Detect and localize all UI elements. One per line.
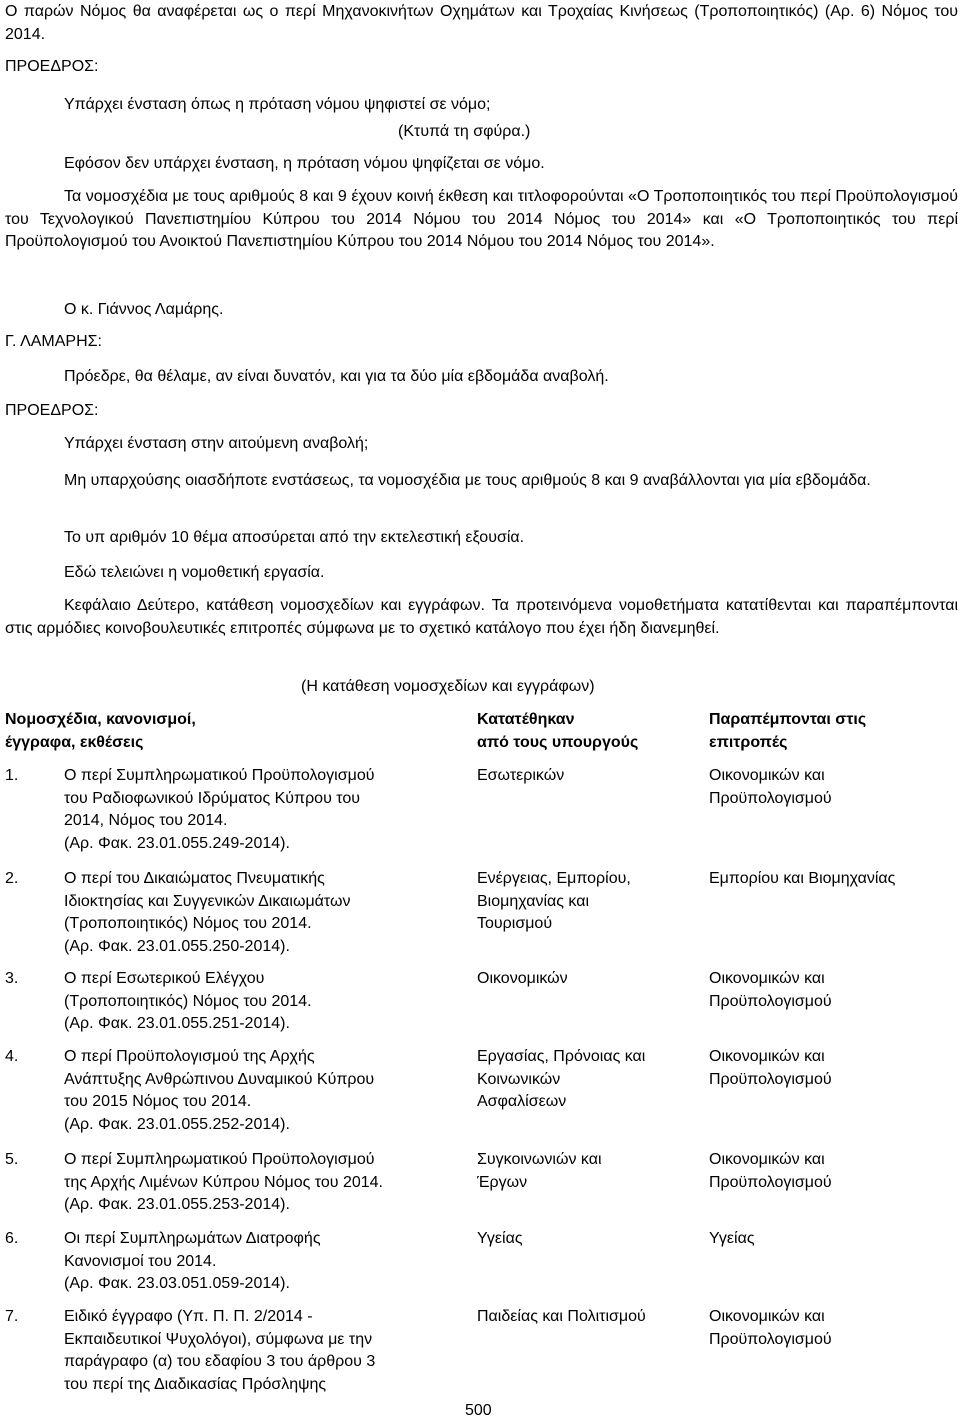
- referred-committee-line: Εμπορίου και Βιομηχανίας: [709, 870, 896, 887]
- president-question: Υπάρχει ένσταση στην αιτούμενη αναβολή;: [64, 435, 369, 452]
- submitting-ministry-line: Υγείας: [477, 1230, 523, 1247]
- row-number: 4.: [5, 1048, 19, 1065]
- referred-committee-line: Οικονομικών και: [709, 970, 825, 987]
- speaker-president: ΠΡΟΕΔΡΟΣ:: [5, 58, 99, 75]
- submitting-ministry-line: Ασφαλίσεων: [477, 1093, 567, 1110]
- document-title-line: παράγραφο (α) του εδαφίου 3 του άρθρου 3: [64, 1353, 376, 1370]
- document-title-line: Ο περί Συμπληρωματικού Προϋπολογισμού: [64, 1151, 375, 1168]
- submitting-ministry-line: Βιομηχανίας και: [477, 892, 590, 910]
- chapter-two-paragraph: Κεφάλαιο Δεύτερο, κατάθεση νομοσχεδίων και εγγράφων. Τα προτεινόμενα νομοθετήματα κατατίθενται και παραπέμπονται στις αρμόδιες κοινοβουλευτικές επιτροπές σύμφωνα με το σχετικό κατάλογο που έχει ήδη διανεμηθεί.: [5, 597, 958, 637]
- referred-committee-line: Οικονομικών και: [709, 1048, 825, 1065]
- referred-committee: [709, 1046, 832, 1091]
- document-title-line: (Αρ. Φακ. 23.01.055.251-2014).: [64, 1015, 290, 1032]
- document-title-line: (Αρ. Φακ. 23.01.055.253-2014).: [64, 1196, 290, 1213]
- referred-committee: [709, 968, 832, 1013]
- referred-committee-line: Προϋπολογισμού: [709, 789, 832, 807]
- page-number: 500: [465, 1402, 492, 1419]
- referred-committee: [709, 1149, 832, 1194]
- submitting-ministry-line: Οικονομικών: [477, 970, 568, 987]
- document-title-line: του περί της Διαδικασίας Πρόσληψης: [64, 1375, 327, 1393]
- document-title-line: (Τροποποιητικός) Νόμος του 2014.: [64, 992, 312, 1010]
- submitting-ministry: [477, 1046, 645, 1114]
- row-number: 5.: [5, 1151, 19, 1168]
- document-title-line: Ο περί Συμπληρωματικού Προϋπολογισμού: [64, 767, 375, 784]
- row-number: 6.: [5, 1230, 19, 1247]
- document-title-line: Οι περί Συμπληρωμάτων Διατροφής: [64, 1230, 321, 1247]
- document-title: [64, 765, 374, 855]
- document-title-line: (Αρ. Φακ. 23.01.055.249-2014).: [64, 834, 290, 852]
- referred-committee: [709, 868, 895, 891]
- document-title-line: Εκπαιδευτικοί Ψυχολόγοι), σύμφωνα με την: [64, 1330, 373, 1348]
- submitting-ministry-line: Εσωτερικών: [477, 767, 565, 784]
- referred-committee-line: Προϋπολογισμού: [709, 1173, 832, 1191]
- document-title-line: Ιδιοκτησίας και Συγγενικών Δικαιωμάτων: [64, 892, 351, 910]
- submitting-ministry-line: Ενέργειας, Εμπορίου,: [477, 870, 631, 887]
- submitting-ministry-line: Παιδείας και Πολιτισμού: [477, 1308, 646, 1325]
- referred-committee-line: Οικονομικών και: [709, 1308, 825, 1325]
- table-header-submitted: Κατατέθηκαν από τους υπουργούς: [477, 711, 639, 751]
- document-title: [64, 1228, 321, 1296]
- bills-paragraph: Τα νομοσχέδια με τους αριθμούς 8 και 9 έχουν κοινή έκθεση και τιτλοφορούνται «Ο Τροποποιητικός του περί Προϋπολογισμού του Τεχνολογικού Πανεπιστημίου Κύπρου του 2014 Νόμου του 2014 Νόμος του 2014» και «Ο Τροποποιητικός του περί Προϋπολογισμού του Ανοικτού Πανεπιστημίου Κύπρου του 2014 Νόμου του 2014 Νόμος του 2014».: [5, 188, 958, 250]
- submitting-ministry-line: Τουρισμού: [477, 915, 553, 932]
- submitting-ministry-line: Κοινωνικών: [477, 1070, 561, 1088]
- speaker-president: ΠΡΟΕΔΡΟΣ:: [5, 402, 99, 419]
- submitting-ministry: [477, 1306, 646, 1329]
- referred-committee: [709, 1306, 832, 1351]
- submitting-ministry: [477, 1228, 523, 1251]
- document-title: [64, 1046, 374, 1136]
- row-number: 3.: [5, 970, 19, 987]
- document-title-line: Ειδικό έγγραφο (Υπ. Π. Π. 2/2014 -: [64, 1308, 313, 1325]
- referred-committee-line: Προϋπολογισμού: [709, 1070, 832, 1088]
- document-title: [64, 968, 312, 1036]
- document-title-line: της Αρχής Λιμένων Κύπρου Νόμος του 2014.: [64, 1173, 383, 1191]
- president-statement: Εφόσον δεν υπάρχει ένσταση, η πρόταση νόμου ψηφίζεται σε νόμο.: [64, 155, 545, 172]
- president-statement: Το υπ αριθμόν 10 θέμα αποσύρεται από την εκτελεστική εξουσία.: [64, 529, 525, 546]
- submitting-ministry-line: Εργασίας, Πρόνοιας και: [477, 1048, 646, 1065]
- row-number: 1.: [5, 767, 19, 784]
- document-title-line: Ο περί Εσωτερικού Ελέγχου: [64, 970, 265, 987]
- speaker-lamaris: Γ. ΛΑΜΑΡΗΣ:: [5, 333, 102, 350]
- table-caption: (Η κατάθεση νομοσχεδίων και εγγράφων): [301, 678, 595, 695]
- document-title-line: του 2015 Νόμος του 2014.: [64, 1093, 252, 1110]
- referred-committee-line: Προϋπολογισμού: [709, 1330, 832, 1348]
- row-number: 7.: [5, 1308, 19, 1325]
- president-statement: Ο κ. Γιάννος Λαμάρης.: [64, 301, 224, 318]
- referred-committee: [709, 1228, 755, 1251]
- document-title-line: (Αρ. Φακ. 23.01.055.250-2014).: [64, 937, 290, 955]
- referred-committee-line: Προϋπολογισμού: [709, 992, 832, 1010]
- document-title-line: Ο περί του Δικαιώματος Πνευματικής: [64, 870, 325, 887]
- document-title-line: του Ραδιοφωνικού Ιδρύματος Κύπρου του: [64, 789, 361, 807]
- submitting-ministry: [477, 968, 568, 991]
- intro-paragraph: Ο παρών Νόμος θα αναφέρεται ως ο περί Μηχανοκινήτων Οχημάτων και Τροχαίας Κινήσεως (Τροποποιητικός) (Αρ. 6) Νόμος του 2014.: [5, 3, 958, 43]
- table-header-committees: Παραπέμπονται στις επιτροπές: [709, 711, 867, 751]
- lamaris-statement: Πρόεδρε, θα θέλαμε, αν είναι δυνατόν, και για τα δύο μία εβδομάδα αναβολή.: [64, 368, 609, 385]
- referred-committee-line: Υγείας: [709, 1230, 755, 1247]
- president-statement: Εδώ τελειώνει η νομοθετική εργασία.: [64, 564, 325, 581]
- submitting-ministry: [477, 1149, 602, 1194]
- document-title-line: (Τροποποιητικός) Νόμος του 2014.: [64, 915, 312, 932]
- postponed-paragraph: Μη υπαρχούσης οιασδήποτε ενστάσεως, τα νομοσχέδια με τους αριθμούς 8 και 9 αναβάλλονται για μία εβδομάδα.: [64, 472, 871, 489]
- document-title-line: Κανονισμοί του 2014.: [64, 1252, 217, 1270]
- submitting-ministry-line: Συγκοινωνιών και: [477, 1151, 602, 1168]
- submitting-ministry: [477, 868, 631, 936]
- document-title-line: Ανάπτυξης Ανθρώπινου Δυναμικού Κύπρου: [64, 1070, 375, 1088]
- referred-committee: [709, 765, 832, 810]
- president-question: Υπάρχει ένσταση όπως η πρόταση νόμου ψηφιστεί σε νόμο;: [64, 96, 491, 113]
- table-header-documents: Νομοσχέδια, κανονισμοί, έγγραφα, εκθέσεις: [5, 711, 196, 751]
- document-title-line: 2014, Νόμος του 2014.: [64, 812, 228, 829]
- document-title: [64, 1149, 383, 1217]
- document-title: [64, 1306, 375, 1396]
- referred-committee-line: Οικονομικών και: [709, 767, 825, 784]
- referred-committee-line: Οικονομικών και: [709, 1151, 825, 1168]
- row-number: 2.: [5, 870, 19, 887]
- stage-direction: (Κτυπά τη σφύρα.): [398, 123, 531, 140]
- document-title-line: (Αρ. Φακ. 23.01.055.252-2014).: [64, 1115, 290, 1133]
- submitting-ministry-line: Έργων: [477, 1173, 528, 1191]
- document-title-line: Ο περί Προϋπολογισμού της Αρχής: [64, 1048, 315, 1065]
- submitting-ministry: [477, 765, 564, 788]
- document-title-line: (Αρ. Φακ. 23.03.051.059-2014).: [64, 1275, 290, 1292]
- document-title: [64, 868, 351, 958]
